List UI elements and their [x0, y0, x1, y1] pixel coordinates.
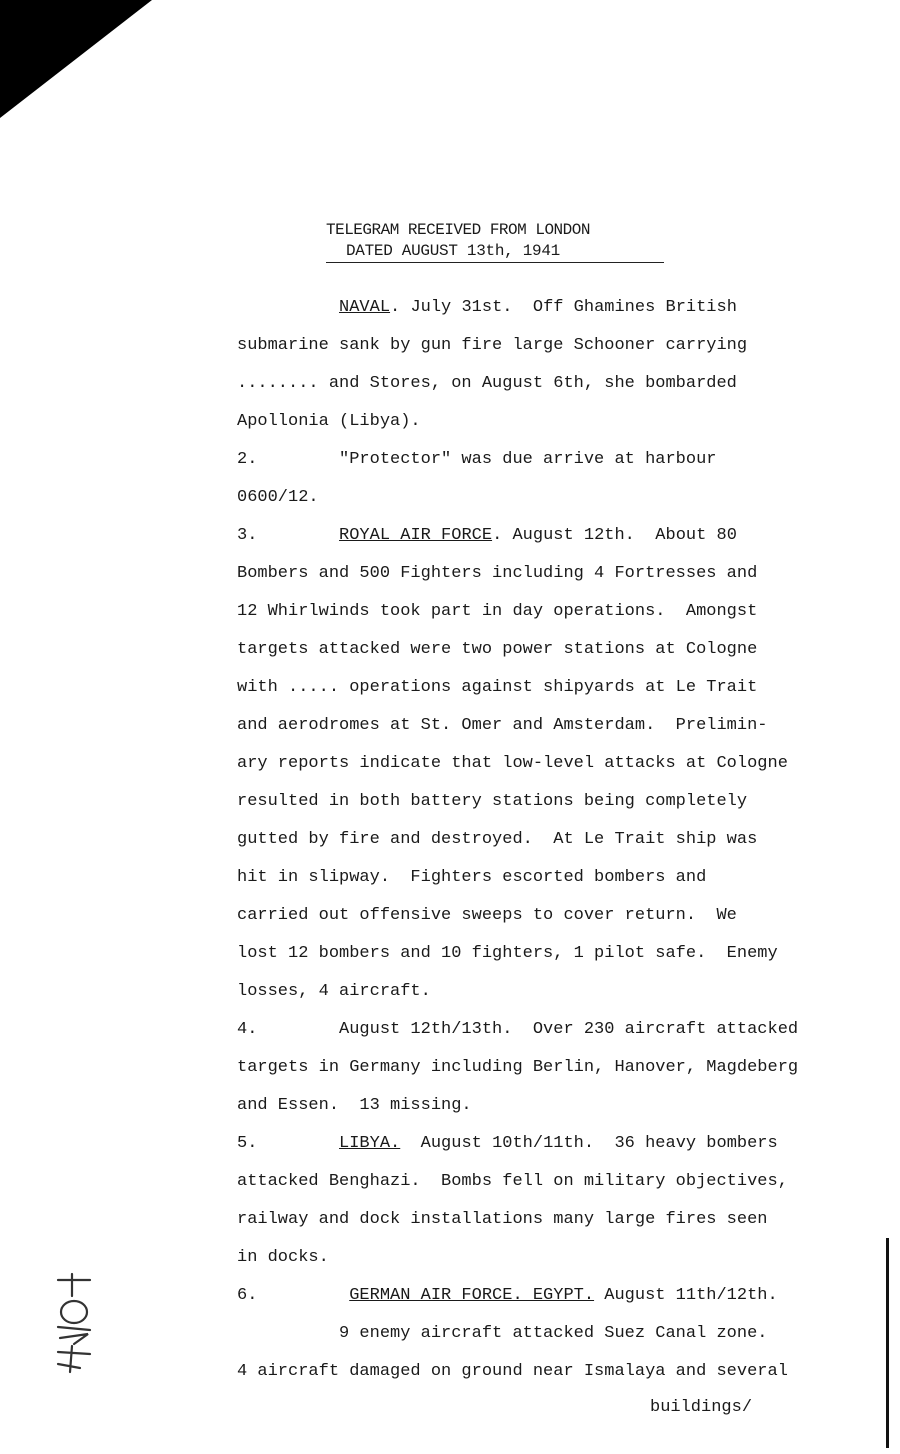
line-prefix: 6. [237, 1286, 350, 1305]
body-line [237, 821, 877, 859]
line-heading: GERMAN AIR FORCE. EGYPT. [349, 1286, 595, 1305]
line-text: ........ and Stores, on August 6th, she bombarded [237, 374, 737, 393]
body-line [237, 1353, 877, 1391]
body-line [237, 783, 877, 821]
line-text: . August 12th. About 80 [492, 526, 737, 545]
line-text: gutted by fire and destroyed. At Le Trait ship was [237, 830, 758, 849]
line-text: and aerodromes at St. Omer and Amsterdam. Prelimin- [237, 716, 768, 735]
body-line [237, 707, 877, 745]
body-line [237, 1239, 877, 1277]
body-line [237, 441, 877, 479]
line-prefix: 3. [237, 526, 340, 545]
line-text: Bombers and 500 Fighters including 4 Fortresses and [237, 564, 758, 583]
body-line [237, 555, 877, 593]
line-heading: ROYAL AIR FORCE [339, 526, 493, 545]
body-line [237, 631, 877, 669]
body-line [237, 1277, 877, 1315]
page-number-glyphs [50, 1272, 110, 1382]
body-line [237, 897, 877, 935]
body-line [237, 973, 877, 1011]
header-line-2: DATED AUGUST 13th, 1941 [346, 242, 560, 260]
line-text: 4. August 12th/13th. Over 230 aircraft attacked [237, 1020, 799, 1039]
body-line [237, 1087, 877, 1125]
line-text: . July 31st. Off Ghamines British [390, 298, 737, 317]
line-text: railway and dock installations many large fires seen [237, 1210, 768, 1229]
body-line [237, 859, 877, 897]
line-text: targets in Germany including Berlin, Hanover, Magdeberg [237, 1058, 799, 1077]
body-line [237, 289, 877, 327]
header-line-1: TELEGRAM RECEIVED FROM LONDON [326, 221, 590, 239]
line-text: 9 enemy aircraft attacked Suez Canal zone. [237, 1324, 768, 1343]
body-line [237, 403, 877, 441]
line-text: lost 12 bombers and 10 fighters, 1 pilot safe. Enemy [237, 944, 778, 963]
handwritten-page-number [50, 1272, 110, 1382]
line-text: resulted in both battery stations being completely [237, 792, 748, 811]
line-text: 0600/12. [237, 488, 319, 507]
corner-mark [0, 0, 152, 118]
line-text: losses, 4 aircraft. [237, 982, 431, 1001]
line-text: with ..... operations against shipyards at Le Trait [237, 678, 758, 697]
margin-line [886, 1238, 889, 1448]
continuation-word: buildings/ [650, 1398, 753, 1417]
line-text: submarine sank by gun fire large Schooner carrying [237, 336, 748, 355]
line-prefix: 5. [237, 1134, 340, 1153]
body-line [237, 327, 877, 365]
body-line [237, 669, 877, 707]
body-line [237, 365, 877, 403]
body-line [237, 1011, 877, 1049]
body-line [237, 1315, 877, 1353]
line-text: ary reports indicate that low-level attacks at Cologne [237, 754, 788, 773]
body-line [237, 1201, 877, 1239]
body-line [237, 1125, 877, 1163]
line-text: 12 Whirlwinds took part in day operations. Amongst [237, 602, 758, 621]
line-text: August 10th/11th. 36 heavy bombers [400, 1134, 778, 1153]
line-text: in docks. [237, 1248, 329, 1267]
telegram-body [237, 289, 877, 1391]
body-line [237, 935, 877, 973]
line-text: hit in slipway. Fighters escorted bombers and [237, 868, 707, 887]
line-text: August 11th/12th. [594, 1286, 778, 1305]
body-line [237, 1163, 877, 1201]
line-heading: NAVAL [339, 298, 391, 317]
body-line [237, 593, 877, 631]
header-underline [326, 262, 664, 263]
line-text: 4 aircraft damaged on ground near Ismalaya and several [237, 1362, 788, 1381]
line-prefix [237, 298, 339, 317]
body-line [237, 517, 877, 555]
body-line [237, 1049, 877, 1087]
line-text: 2. "Protector" was due arrive at harbour [237, 450, 717, 469]
line-text: attacked Benghazi. Bombs fell on military objectives, [237, 1172, 788, 1191]
line-text: carried out offensive sweeps to cover return. We [237, 906, 737, 925]
line-text: Apollonia (Libya). [237, 412, 421, 431]
body-line [237, 479, 877, 517]
line-text: and Essen. 13 missing. [237, 1096, 472, 1115]
line-heading: LIBYA. [339, 1134, 401, 1153]
line-text: targets attacked were two power stations at Cologne [237, 640, 758, 659]
body-line [237, 745, 877, 783]
